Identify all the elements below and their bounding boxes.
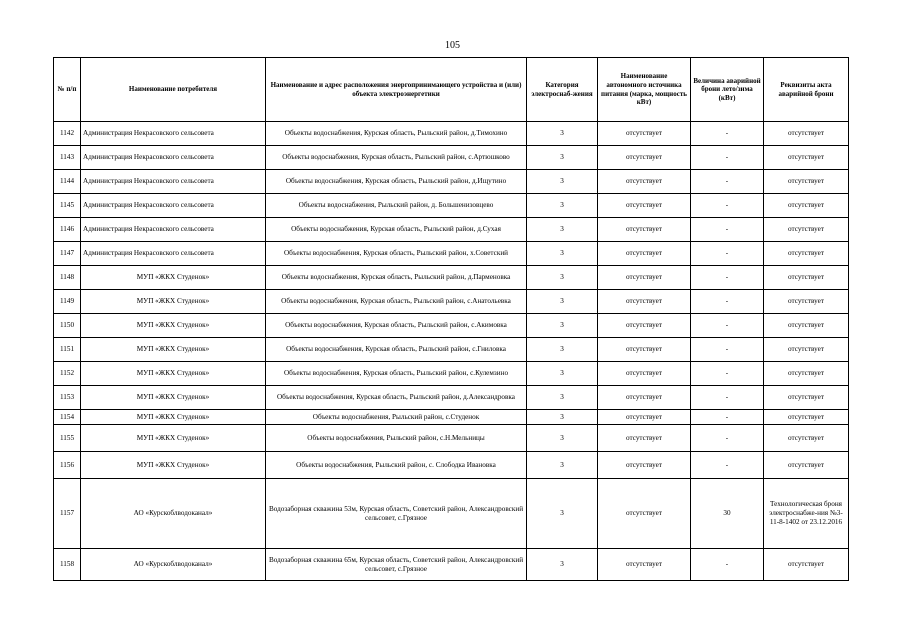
row-category: 3 (527, 314, 598, 338)
header-consumer: Наименование потребителя (81, 58, 266, 122)
row-act: отсутствует (764, 170, 849, 194)
table-row (54, 194, 849, 218)
consumer-registry-table (53, 57, 849, 581)
header-reserve: Величина аварийной брони лето/зима (кВт) (691, 58, 764, 122)
row-num: 1142 (54, 122, 81, 146)
table-row (54, 242, 849, 266)
row-num: 1145 (54, 194, 81, 218)
table-row (54, 314, 849, 338)
row-reserve: 30 (691, 479, 764, 549)
row-reserve: - (691, 194, 764, 218)
table-row (54, 362, 849, 386)
row-source: отсутствует (598, 290, 691, 314)
row-act: отсутствует (764, 410, 849, 425)
row-act: отсутствует (764, 549, 849, 581)
row-num: 1152 (54, 362, 81, 386)
row-num: 1143 (54, 146, 81, 170)
row-category: 3 (527, 386, 598, 410)
row-category: 3 (527, 452, 598, 479)
row-reserve: - (691, 242, 764, 266)
row-category: 3 (527, 479, 598, 549)
table-row (54, 146, 849, 170)
row-num: 1156 (54, 452, 81, 479)
header-num: № п/п (54, 58, 81, 122)
row-act: отсутствует (764, 425, 849, 452)
row-act: отсутствует (764, 386, 849, 410)
row-reserve: - (691, 410, 764, 425)
page-number: 105 (445, 40, 460, 51)
table-row (54, 170, 849, 194)
table-row (54, 122, 849, 146)
table-row (54, 452, 849, 479)
row-object: Объекты водоснабжения, Курская область, Рыльский район, с.Акимовка (266, 314, 527, 338)
row-object: Объекты водоснабжения, Рыльский район, д. Большенизовцево (266, 194, 527, 218)
row-act: отсутствует (764, 266, 849, 290)
row-source: отсутствует (598, 425, 691, 452)
header-object: Наименование и адрес расположения энергопринимающего устройства и (или) объекта электроэнергетики (266, 58, 527, 122)
row-consumer: Администрация Некрасовского сельсовета (81, 122, 266, 146)
row-source: отсутствует (598, 452, 691, 479)
row-act: отсутствует (764, 122, 849, 146)
row-act: отсутствует (764, 146, 849, 170)
row-object: Объекты водоснабжения, Курская область, Рыльский район, с.Гниловка (266, 338, 527, 362)
row-category: 3 (527, 194, 598, 218)
row-category: 3 (527, 549, 598, 581)
row-consumer: МУП «ЖКХ Студенок» (81, 314, 266, 338)
row-num: 1151 (54, 338, 81, 362)
row-num: 1158 (54, 549, 81, 581)
row-consumer: Администрация Некрасовского сельсовета (81, 218, 266, 242)
row-object: Объекты водоснабжения, Курская область, Рыльский район, с.Анатольевка (266, 290, 527, 314)
row-category: 3 (527, 218, 598, 242)
row-reserve: - (691, 314, 764, 338)
row-consumer: Администрация Некрасовского сельсовета (81, 242, 266, 266)
table-row (54, 338, 849, 362)
row-category: 3 (527, 266, 598, 290)
table-row (54, 290, 849, 314)
row-num: 1148 (54, 266, 81, 290)
row-source: отсутствует (598, 386, 691, 410)
row-source: отсутствует (598, 338, 691, 362)
row-category: 3 (527, 146, 598, 170)
row-object: Объекты водоснабжения, Курская область, Рыльский район, с.Артюшково (266, 146, 527, 170)
row-reserve: - (691, 170, 764, 194)
row-num: 1155 (54, 425, 81, 452)
table-row (54, 266, 849, 290)
row-object: Объекты водоснабжения, Курская область, Рыльский район, д.Ищутино (266, 170, 527, 194)
row-category: 3 (527, 170, 598, 194)
row-source: отсутствует (598, 362, 691, 386)
row-reserve: - (691, 452, 764, 479)
table-row (54, 218, 849, 242)
row-num: 1154 (54, 410, 81, 425)
row-object: Объекты водоснабжения, Курская область, Рыльский район, д.Сухая (266, 218, 527, 242)
row-reserve: - (691, 425, 764, 452)
row-reserve: - (691, 290, 764, 314)
row-consumer: МУП «ЖКХ Студенок» (81, 266, 266, 290)
row-act: отсутствует (764, 290, 849, 314)
row-act: отсутствует (764, 194, 849, 218)
row-consumer: МУП «ЖКХ Студенок» (81, 386, 266, 410)
row-consumer: АО «Курскоблводоканал» (81, 549, 266, 581)
row-act: Технологическая броня электроснабже-ния №3-11-8-1402 от 23.12.2016 (764, 479, 849, 549)
row-source: отсутствует (598, 242, 691, 266)
row-source: отсутствует (598, 410, 691, 425)
row-category: 3 (527, 410, 598, 425)
row-reserve: - (691, 338, 764, 362)
row-object: Объекты водоснабжения, Курская область, Рыльский район, с.Кулемзино (266, 362, 527, 386)
row-act: отсутствует (764, 314, 849, 338)
row-source: отсутствует (598, 218, 691, 242)
row-reserve: - (691, 122, 764, 146)
row-act: отсутствует (764, 452, 849, 479)
header-source: Наименование автономного источника питания (марка, мощность кВт) (598, 58, 691, 122)
row-object: Объекты водоснабжения, Рыльский район, с. Слободка Ивановка (266, 452, 527, 479)
row-source: отсутствует (598, 146, 691, 170)
row-object: Объекты водоснабжения, Курская область, Рыльский район, х.Советский (266, 242, 527, 266)
row-source: отсутствует (598, 479, 691, 549)
row-object: Объекты водоснабжения, Курская область, Рыльский район, д.Парменовка (266, 266, 527, 290)
table-row (54, 386, 849, 410)
table-row (54, 479, 849, 549)
row-act: отсутствует (764, 338, 849, 362)
row-reserve: - (691, 386, 764, 410)
row-object: Объекты водоснабжения, Рыльский район, с.Студенок (266, 410, 527, 425)
row-consumer: Администрация Некрасовского сельсовета (81, 194, 266, 218)
row-source: отсутствует (598, 314, 691, 338)
row-source: отсутствует (598, 549, 691, 581)
row-object: Объекты водоснабжения, Рыльский район, с.Н.Мельницы (266, 425, 527, 452)
row-reserve: - (691, 146, 764, 170)
row-reserve: - (691, 362, 764, 386)
row-source: отсутствует (598, 122, 691, 146)
row-object: Водозаборная скважина 65м, Курская область, Советский район, Александровский сельсовет, с.Грязное (266, 549, 527, 581)
row-consumer: МУП «ЖКХ Студенок» (81, 452, 266, 479)
row-consumer: МУП «ЖКХ Студенок» (81, 290, 266, 314)
row-consumer: МУП «ЖКХ Студенок» (81, 362, 266, 386)
row-category: 3 (527, 338, 598, 362)
row-num: 1153 (54, 386, 81, 410)
row-consumer: Администрация Некрасовского сельсовета (81, 146, 266, 170)
row-source: отсутствует (598, 194, 691, 218)
row-reserve: - (691, 549, 764, 581)
row-consumer: МУП «ЖКХ Студенок» (81, 338, 266, 362)
header-act: Реквизиты акта аварийной брони (764, 58, 849, 122)
row-consumer: МУП «ЖКХ Студенок» (81, 425, 266, 452)
table-row (54, 425, 849, 452)
row-source: отсутствует (598, 266, 691, 290)
row-consumer: МУП «ЖКХ Студенок» (81, 410, 266, 425)
row-category: 3 (527, 242, 598, 266)
row-reserve: - (691, 218, 764, 242)
row-num: 1149 (54, 290, 81, 314)
header-category: Категория электроснаб-жения (527, 58, 598, 122)
row-num: 1157 (54, 479, 81, 549)
row-num: 1147 (54, 242, 81, 266)
row-num: 1150 (54, 314, 81, 338)
row-consumer: АО «Курскоблводоканал» (81, 479, 266, 549)
table-header-row (54, 58, 849, 122)
row-reserve: - (691, 266, 764, 290)
row-object: Объекты водоснабжения, Курская область, Рыльский район, д.Тимохино (266, 122, 527, 146)
row-category: 3 (527, 290, 598, 314)
row-category: 3 (527, 122, 598, 146)
row-category: 3 (527, 425, 598, 452)
row-act: отсутствует (764, 362, 849, 386)
row-act: отсутствует (764, 242, 849, 266)
row-source: отсутствует (598, 170, 691, 194)
row-category: 3 (527, 362, 598, 386)
table-row (54, 549, 849, 581)
table-row (54, 410, 849, 425)
row-num: 1146 (54, 218, 81, 242)
row-object: Водозаборная скважина 53м, Курская область, Советский район, Александровский сельсовет, с.Грязное (266, 479, 527, 549)
row-num: 1144 (54, 170, 81, 194)
row-act: отсутствует (764, 218, 849, 242)
row-consumer: Администрация Некрасовского сельсовета (81, 170, 266, 194)
row-object: Объекты водоснабжения, Курская область, Рыльский район, д.Александровка (266, 386, 527, 410)
